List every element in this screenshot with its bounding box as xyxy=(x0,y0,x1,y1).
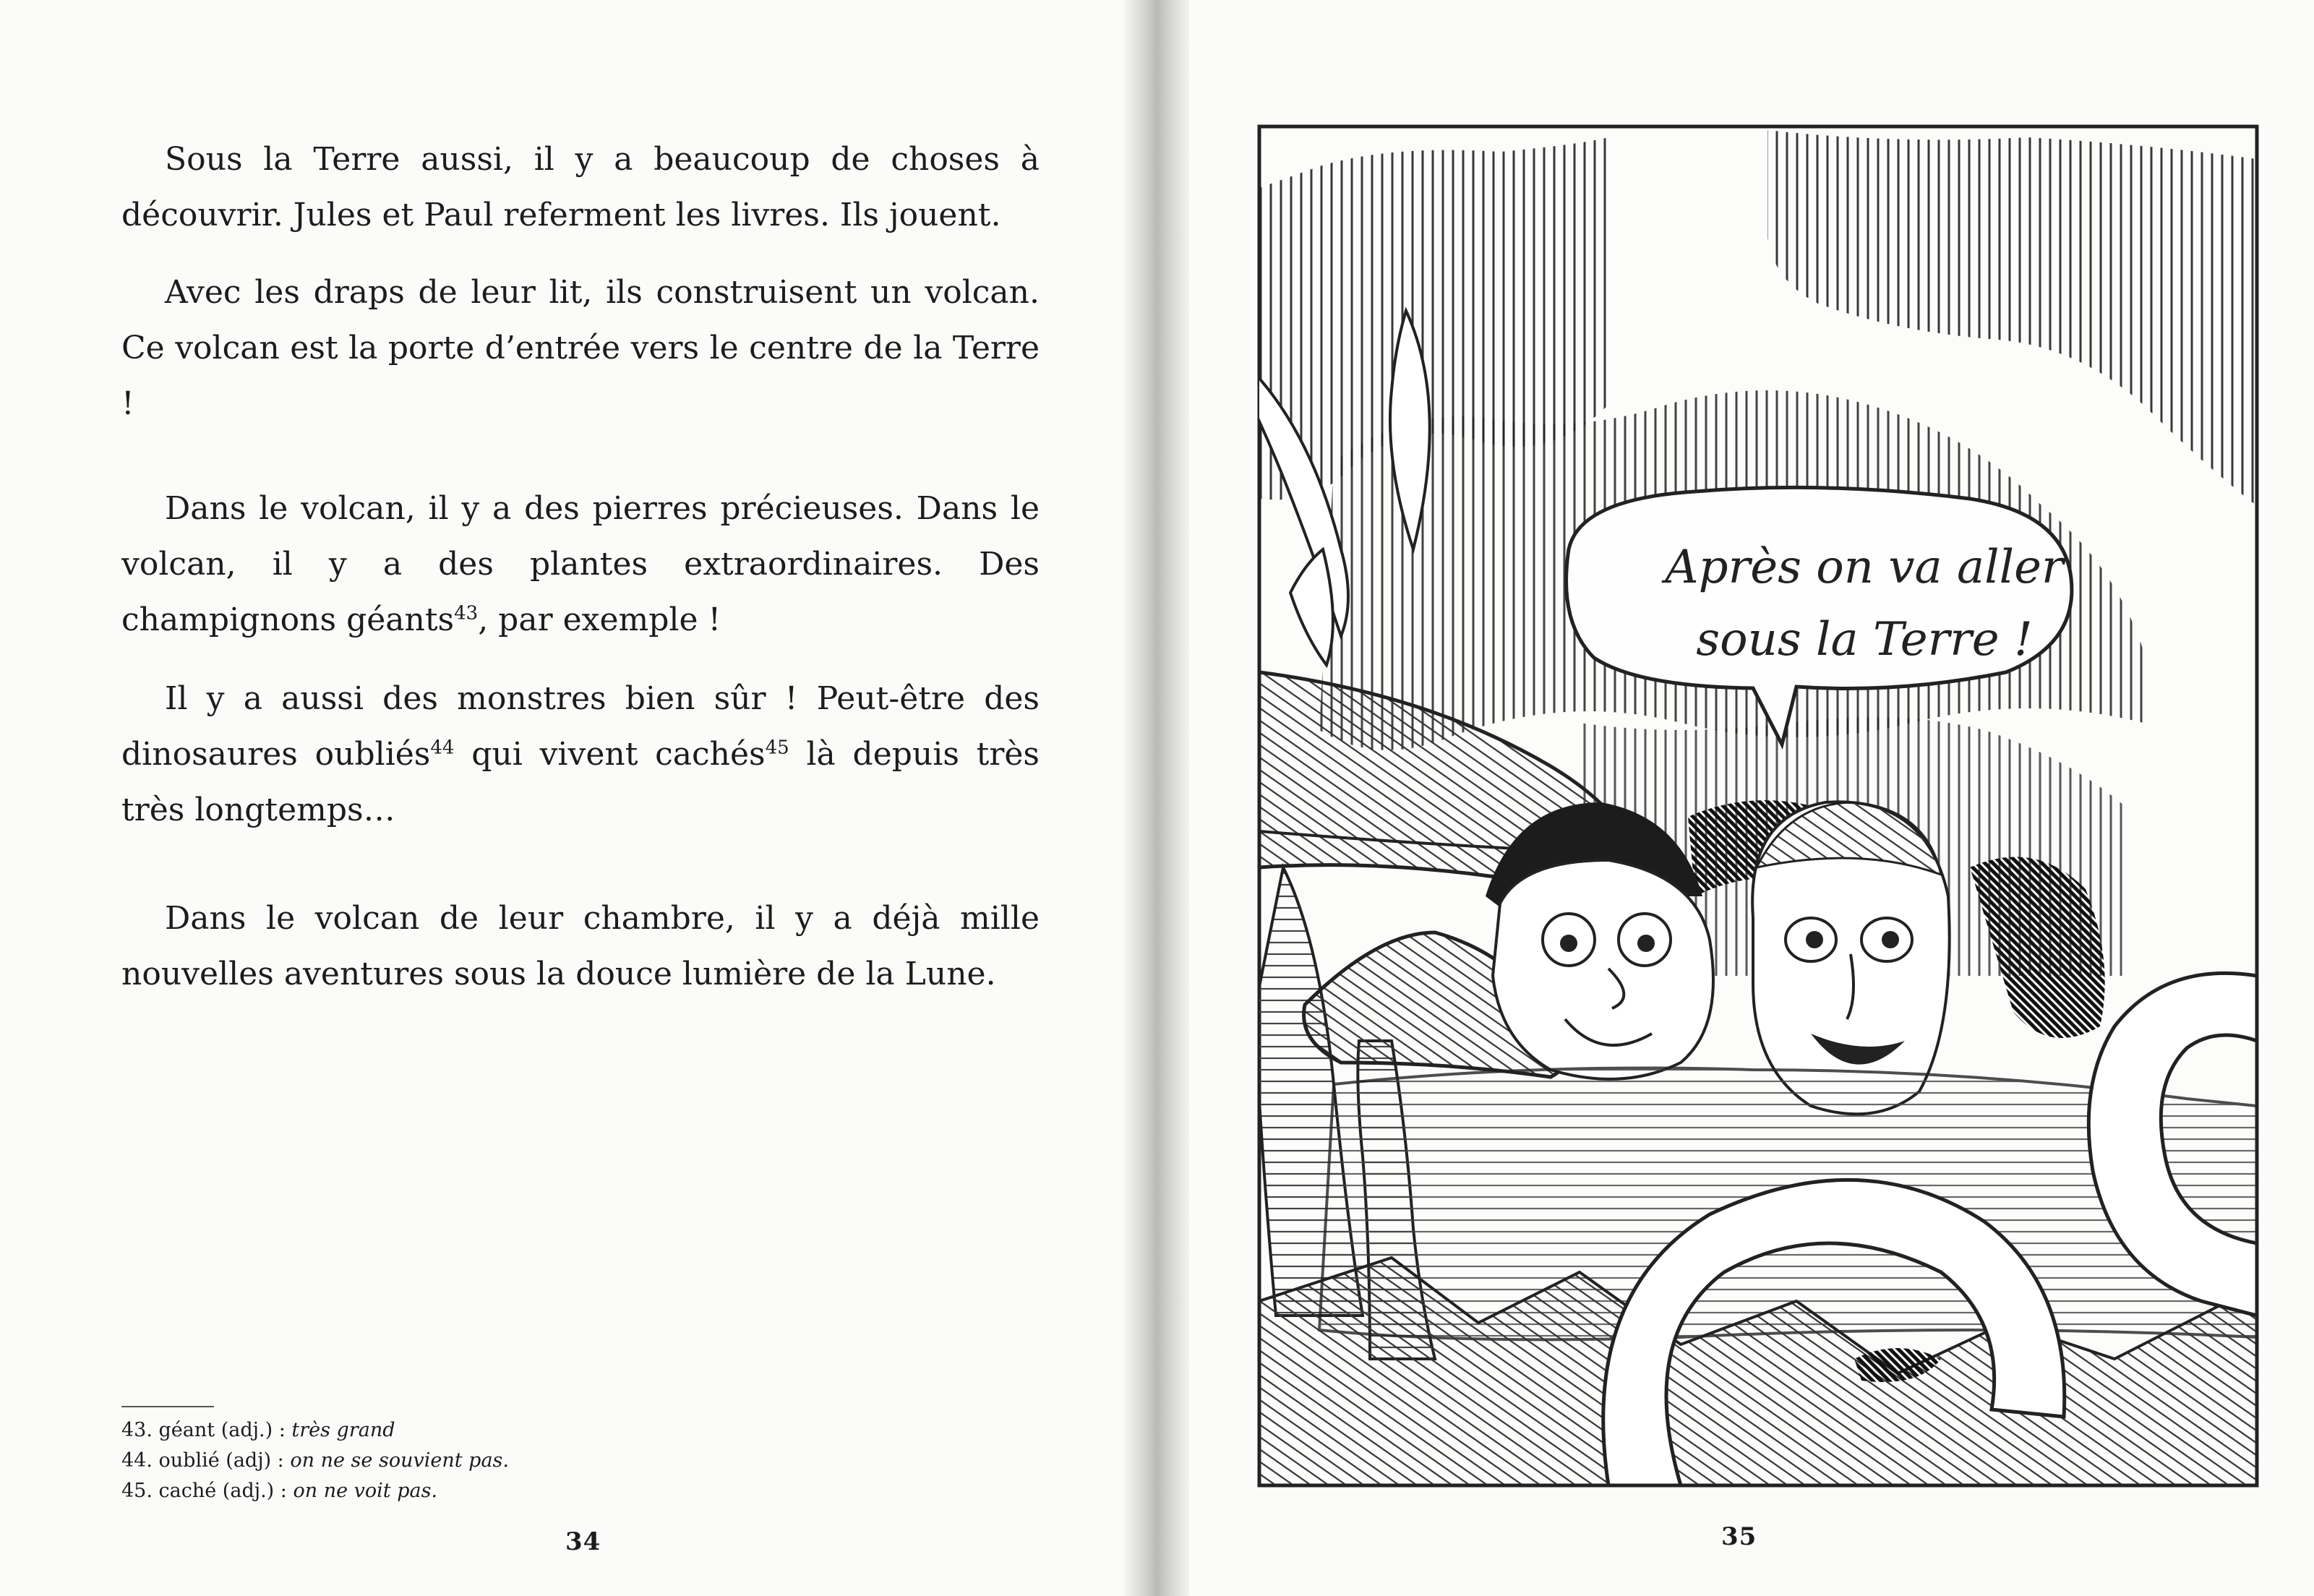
comic-illustration xyxy=(1175,0,2314,1596)
paragraph-3: Dans le volcan, il y a des pierres précieuses. Dans le volcan, il y a des plantes extraordinaires. Des champignons géants$^{43}$, par exemple ! xyxy=(121,490,1040,638)
page-number-left: 34 xyxy=(565,1527,601,1556)
boy-right xyxy=(1752,802,1949,1114)
footnote-ref-44: 44 xyxy=(430,737,455,759)
page-number-right: 35 xyxy=(1721,1522,1757,1551)
footnote-44: 44. oublié (adj) : on ne se souvient pas. xyxy=(121,1449,509,1472)
footnotes xyxy=(121,1415,772,1506)
footnote-ref-43: 43 xyxy=(454,602,479,625)
footnote-45: 45. caché (adj.) : on ne voit pas. xyxy=(121,1480,438,1502)
paragraph-1: Sous la Terre aussi, il y a beaucoup de choses à découvrir. Jules et Paul referment les livres. Ils jouent. xyxy=(121,141,1040,233)
paragraph-2: Avec les draps de leur lit, ils construisent un volcan. Ce volcan est la porte d’entrée vers le centre de la Terre ! xyxy=(121,274,1040,422)
paragraph-4: Il y a aussi des monstres bien sûr ! Peut-être des dinosaures oubliés$^{44}$ qui vivent cachés$^{45}$ là depuis très très longtemps… xyxy=(121,680,1040,828)
footnote-divider xyxy=(121,1406,214,1407)
footnote-ref-45: 45 xyxy=(765,737,789,759)
footnote-43: 43. géant (adj.) : très grand xyxy=(121,1419,395,1441)
speech-bubble-text: Après on va aller sous la Terre ! xyxy=(1665,541,2064,666)
paragraph-5: Dans le volcan de leur chambre, il y a déjà mille nouvelles aventures sous la douce lumière de la Lune. xyxy=(121,900,1040,992)
